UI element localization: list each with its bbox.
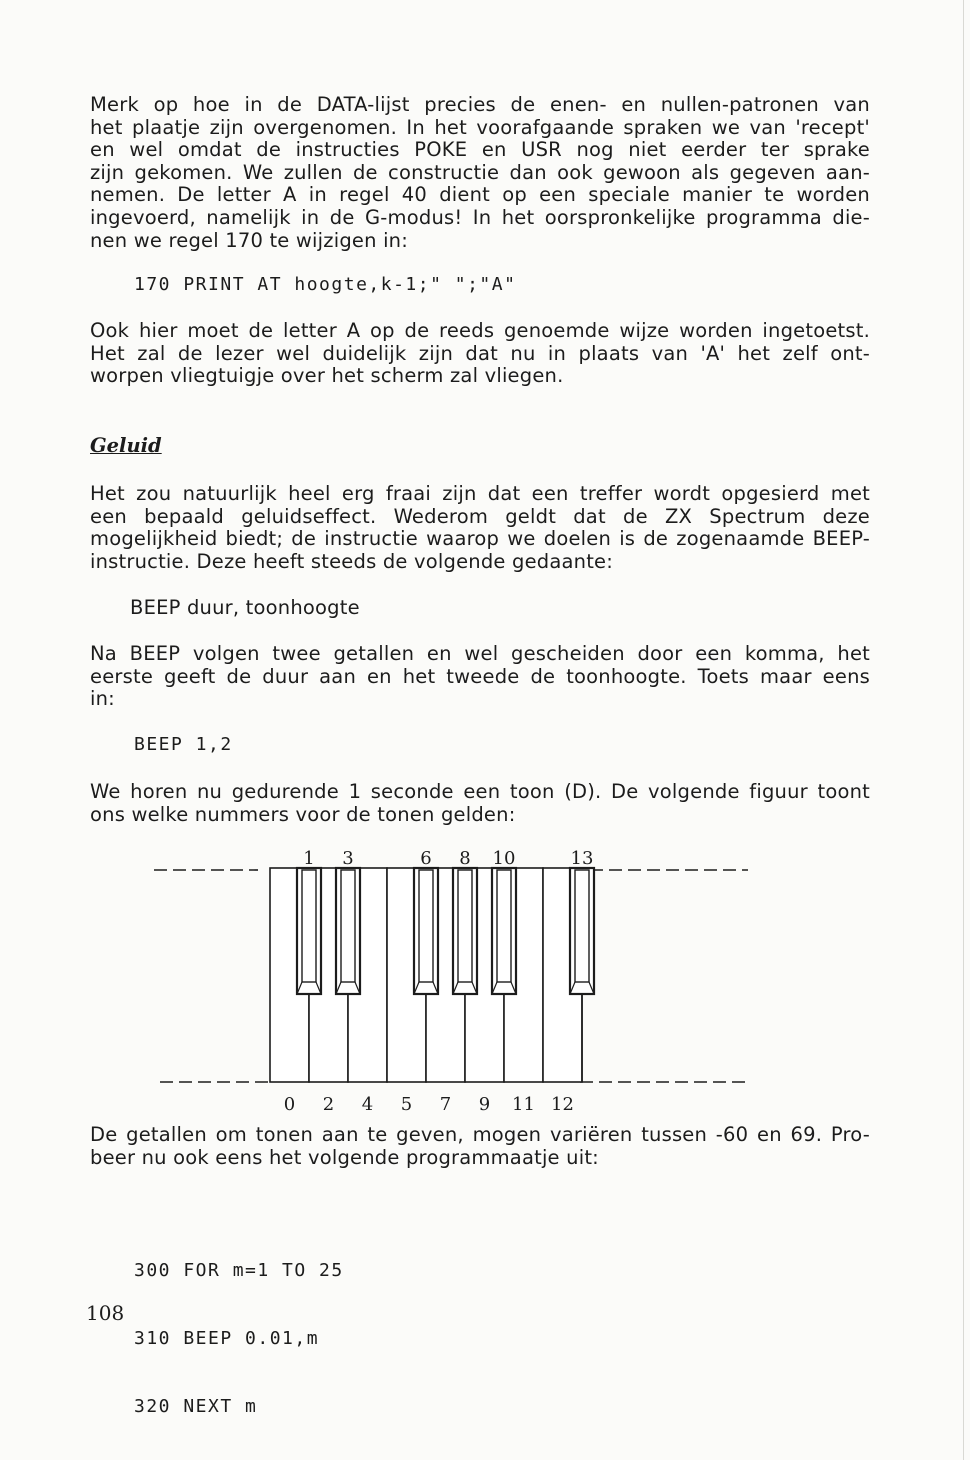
text-line: en wel omdat de instructies POKE en USR nog niet eerder ter sprake: [90, 138, 870, 162]
text-line: Na BEEP volgen twee getallen en wel gescheiden door een komma, het: [90, 642, 870, 665]
black-key-label: 6: [420, 848, 432, 869]
text-line: nemen. De letter A in regel 40 dient op een speciale manier te worden: [90, 183, 870, 207]
program-line: 320 NEXT m: [134, 1395, 258, 1417]
text-line: zijn gekomen. We zullen de constructie dan ook gewoon als gegeven aan-: [90, 160, 870, 184]
text-line: het plaatje zijn overgenomen. In het voorafgaande spraken we van 'recept': [90, 115, 870, 139]
text-line: Ook hier moet de letter A op de reeds genoemde wijze worden ingetoetst.: [90, 319, 870, 342]
program-listing: [134, 1215, 344, 1441]
program-line: 300 FOR m=1 TO 25: [134, 1260, 344, 1282]
text-line: nen we regel 170 te wijzigen in:: [90, 228, 409, 252]
section-heading: Geluid: [90, 434, 162, 457]
paragraph-beep-intro: [90, 483, 870, 573]
white-key-label: 7: [439, 1094, 452, 1115]
text-line: ingevoerd, namelijk in de G-modus! In het oorspronkelijke programma die-: [90, 205, 870, 229]
black-key: [492, 868, 516, 994]
program-line: 310 BEEP 0.01,m: [134, 1327, 320, 1349]
text-line: ons welke nummers voor de tonen gelden:: [90, 802, 516, 826]
white-key-label: 11: [512, 1094, 535, 1115]
white-key-label: 4: [361, 1094, 374, 1115]
text-line: in:: [90, 687, 115, 711]
page-edge-line: [963, 0, 964, 1460]
paragraph-range: [90, 1124, 870, 1169]
text-line: mogelijkheid biedt; de instructie waarop we doelen is de zogenaamde BEEP-: [90, 527, 870, 551]
text-line: eerste geeft de duur aan en het tweede de toonhoogte. Toets maar eens: [90, 664, 870, 688]
text-line: De getallen om tonen aan te geven, mogen variëren tussen -60 en 69. Pro-: [90, 1123, 870, 1146]
text-line: Het zal de lezer wel duidelijk zijn dat nu in plaats van 'A' het zelf ont-: [90, 341, 870, 365]
white-key-label: 2: [322, 1094, 335, 1115]
black-key: [414, 868, 438, 994]
text-line: Het zou natuurlijk heel erg fraai zijn dat een treffer wordt opgesierd met: [90, 482, 870, 505]
text-line: Merk op hoe in de DATA-lijst precies de enen- en nullen-patronen van: [90, 93, 870, 116]
paragraph-data-list: [90, 94, 870, 252]
white-key-labels: [284, 1094, 574, 1115]
black-key: [297, 868, 321, 994]
text-line: beer nu ook eens het volgende programmaatje uit:: [90, 1145, 599, 1169]
black-key-label: 3: [342, 848, 354, 869]
white-key-label: 12: [551, 1094, 574, 1115]
black-key-label: 13: [570, 848, 594, 869]
white-key-label: 0: [283, 1094, 296, 1115]
text-line: worpen vliegtuigje over het scherm zal vliegen.: [90, 364, 564, 388]
black-key-labels: [303, 848, 593, 869]
text-line: een bepaald geluidseffect. Wederom geldt dat de ZX Spectrum deze: [90, 504, 870, 528]
text-line: We horen nu gedurende 1 seconde een toon (D). De volgende figuur toont: [90, 780, 870, 803]
black-key-label: 10: [492, 848, 516, 869]
white-key-label: 9: [478, 1094, 491, 1115]
black-key: [453, 868, 477, 994]
black-key-label: 1: [303, 848, 315, 869]
text-line: instructie. Deze heeft steeds de volgende gedaante:: [90, 549, 614, 573]
beep-syntax: BEEP duur, toonhoogte: [130, 596, 360, 619]
white-key-label: 5: [400, 1094, 413, 1115]
black-key: [336, 868, 360, 994]
black-key: [570, 868, 594, 994]
paragraph-beep-args: [90, 643, 870, 711]
code-beep-example: BEEP 1,2: [134, 734, 233, 755]
paragraph-tone: [90, 781, 870, 826]
page-number: 108: [86, 1301, 125, 1325]
code-line-170: 170 PRINT AT hoogte,k-1;" ";"A": [134, 274, 517, 295]
black-key-label: 8: [459, 848, 471, 869]
piano-keyboard-figure: [150, 840, 760, 1120]
paragraph-letter-a: [90, 320, 870, 388]
